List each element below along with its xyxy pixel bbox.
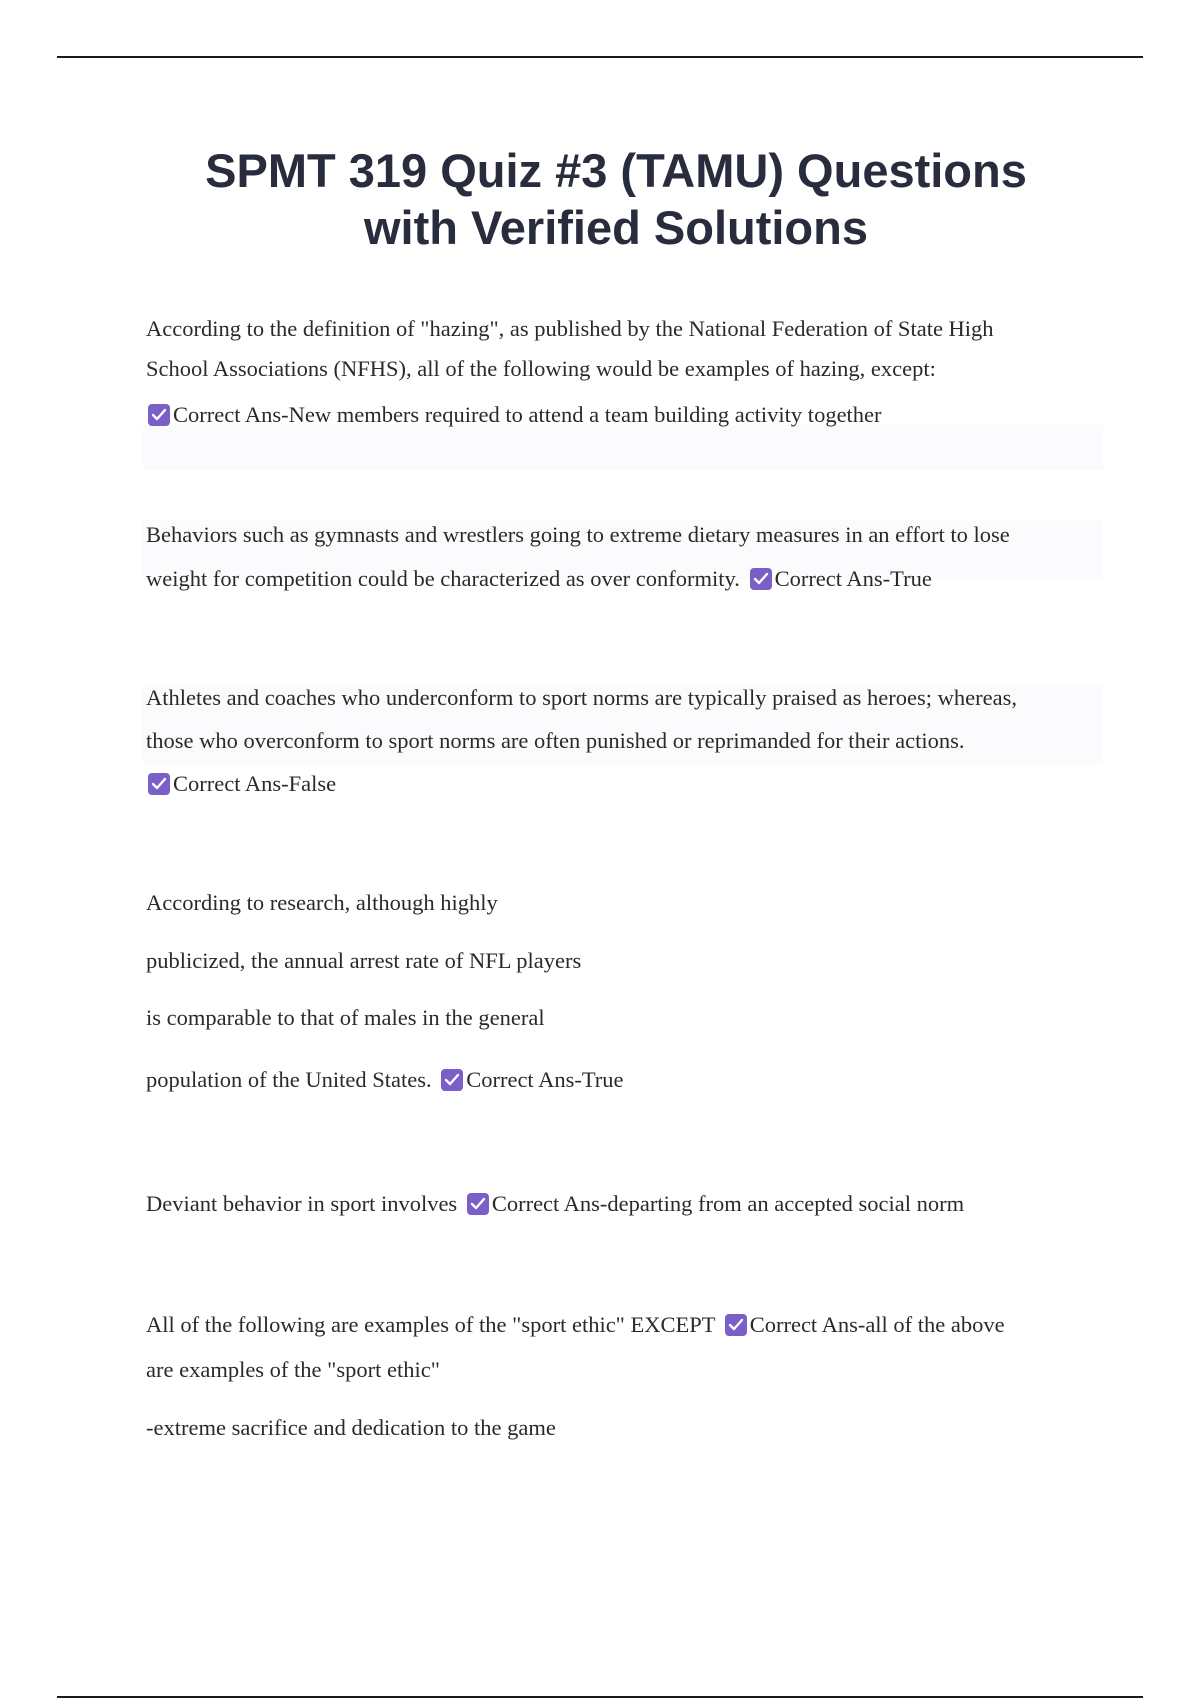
answer-1-text: Correct Ans-New members required to attend a team building activity together [173,402,882,427]
question-4-line-4-text: population of the United States. [146,1067,432,1092]
title-line-2: with Verified Solutions [364,201,868,254]
question-2-line-1: Behaviors such as gymnasts and wrestlers going to extreme dietary measures in an effort to lose [146,522,1010,547]
question-2-line-2 [146,566,932,592]
question-1-line-2: School Associations (NFHS), all of the following would be examples of hazing, except: [146,356,936,381]
bottom-rule [57,1696,1143,1698]
question-6 [146,1312,1005,1338]
answer-4-text: Correct Ans-True [466,1067,624,1092]
answer-6-continued: are examples of the "sport ethic" [146,1357,440,1382]
question-4-line-1: According to research, although highly [146,890,498,915]
question-1-line-1: According to the definition of "hazing", as published by the National Federation of State High [146,316,994,341]
question-4-line-4 [146,1067,624,1093]
check-box-icon [725,1314,747,1336]
check-box-icon [148,404,170,426]
check-box-icon [467,1193,489,1215]
top-rule [57,56,1143,58]
answer-6-extra: -extreme sacrifice and dedication to the game [146,1415,556,1440]
question-6-text: All of the following are examples of the "sport ethic" EXCEPT [146,1312,716,1337]
check-box-icon [148,773,170,795]
question-3-line-2: those who overconform to sport norms are often punished or reprimanded for their actions. [146,728,965,753]
question-4-line-3: is comparable to that of males in the general [146,1005,545,1030]
check-box-icon [441,1069,463,1091]
question-3-line-1: Athletes and coaches who underconform to sport norms are typically praised as heroes; whereas, [146,685,1017,710]
question-5-text: Deviant behavior in sport involves [146,1191,458,1216]
question-2-line-2-text: weight for competition could be characterized as over conformity. [146,566,740,591]
answer-3 [146,771,336,797]
answer-5-text: Correct Ans-departing from an accepted social norm [491,1191,965,1216]
answer-block-bg [143,425,1103,470]
question-4-line-2: publicized, the annual arrest rate of NFL players [146,948,582,973]
document-title [120,142,1112,256]
check-box-icon [750,568,772,590]
answer-6-text: Correct Ans-all of the above [749,1312,1005,1337]
answer-1 [146,402,882,428]
question-5 [146,1191,964,1217]
answer-3-text: Correct Ans-False [173,771,337,796]
answer-2-text: Correct Ans-True [774,566,932,591]
title-line-1: SPMT 319 Quiz #3 (TAMU) Questions [205,144,1027,197]
